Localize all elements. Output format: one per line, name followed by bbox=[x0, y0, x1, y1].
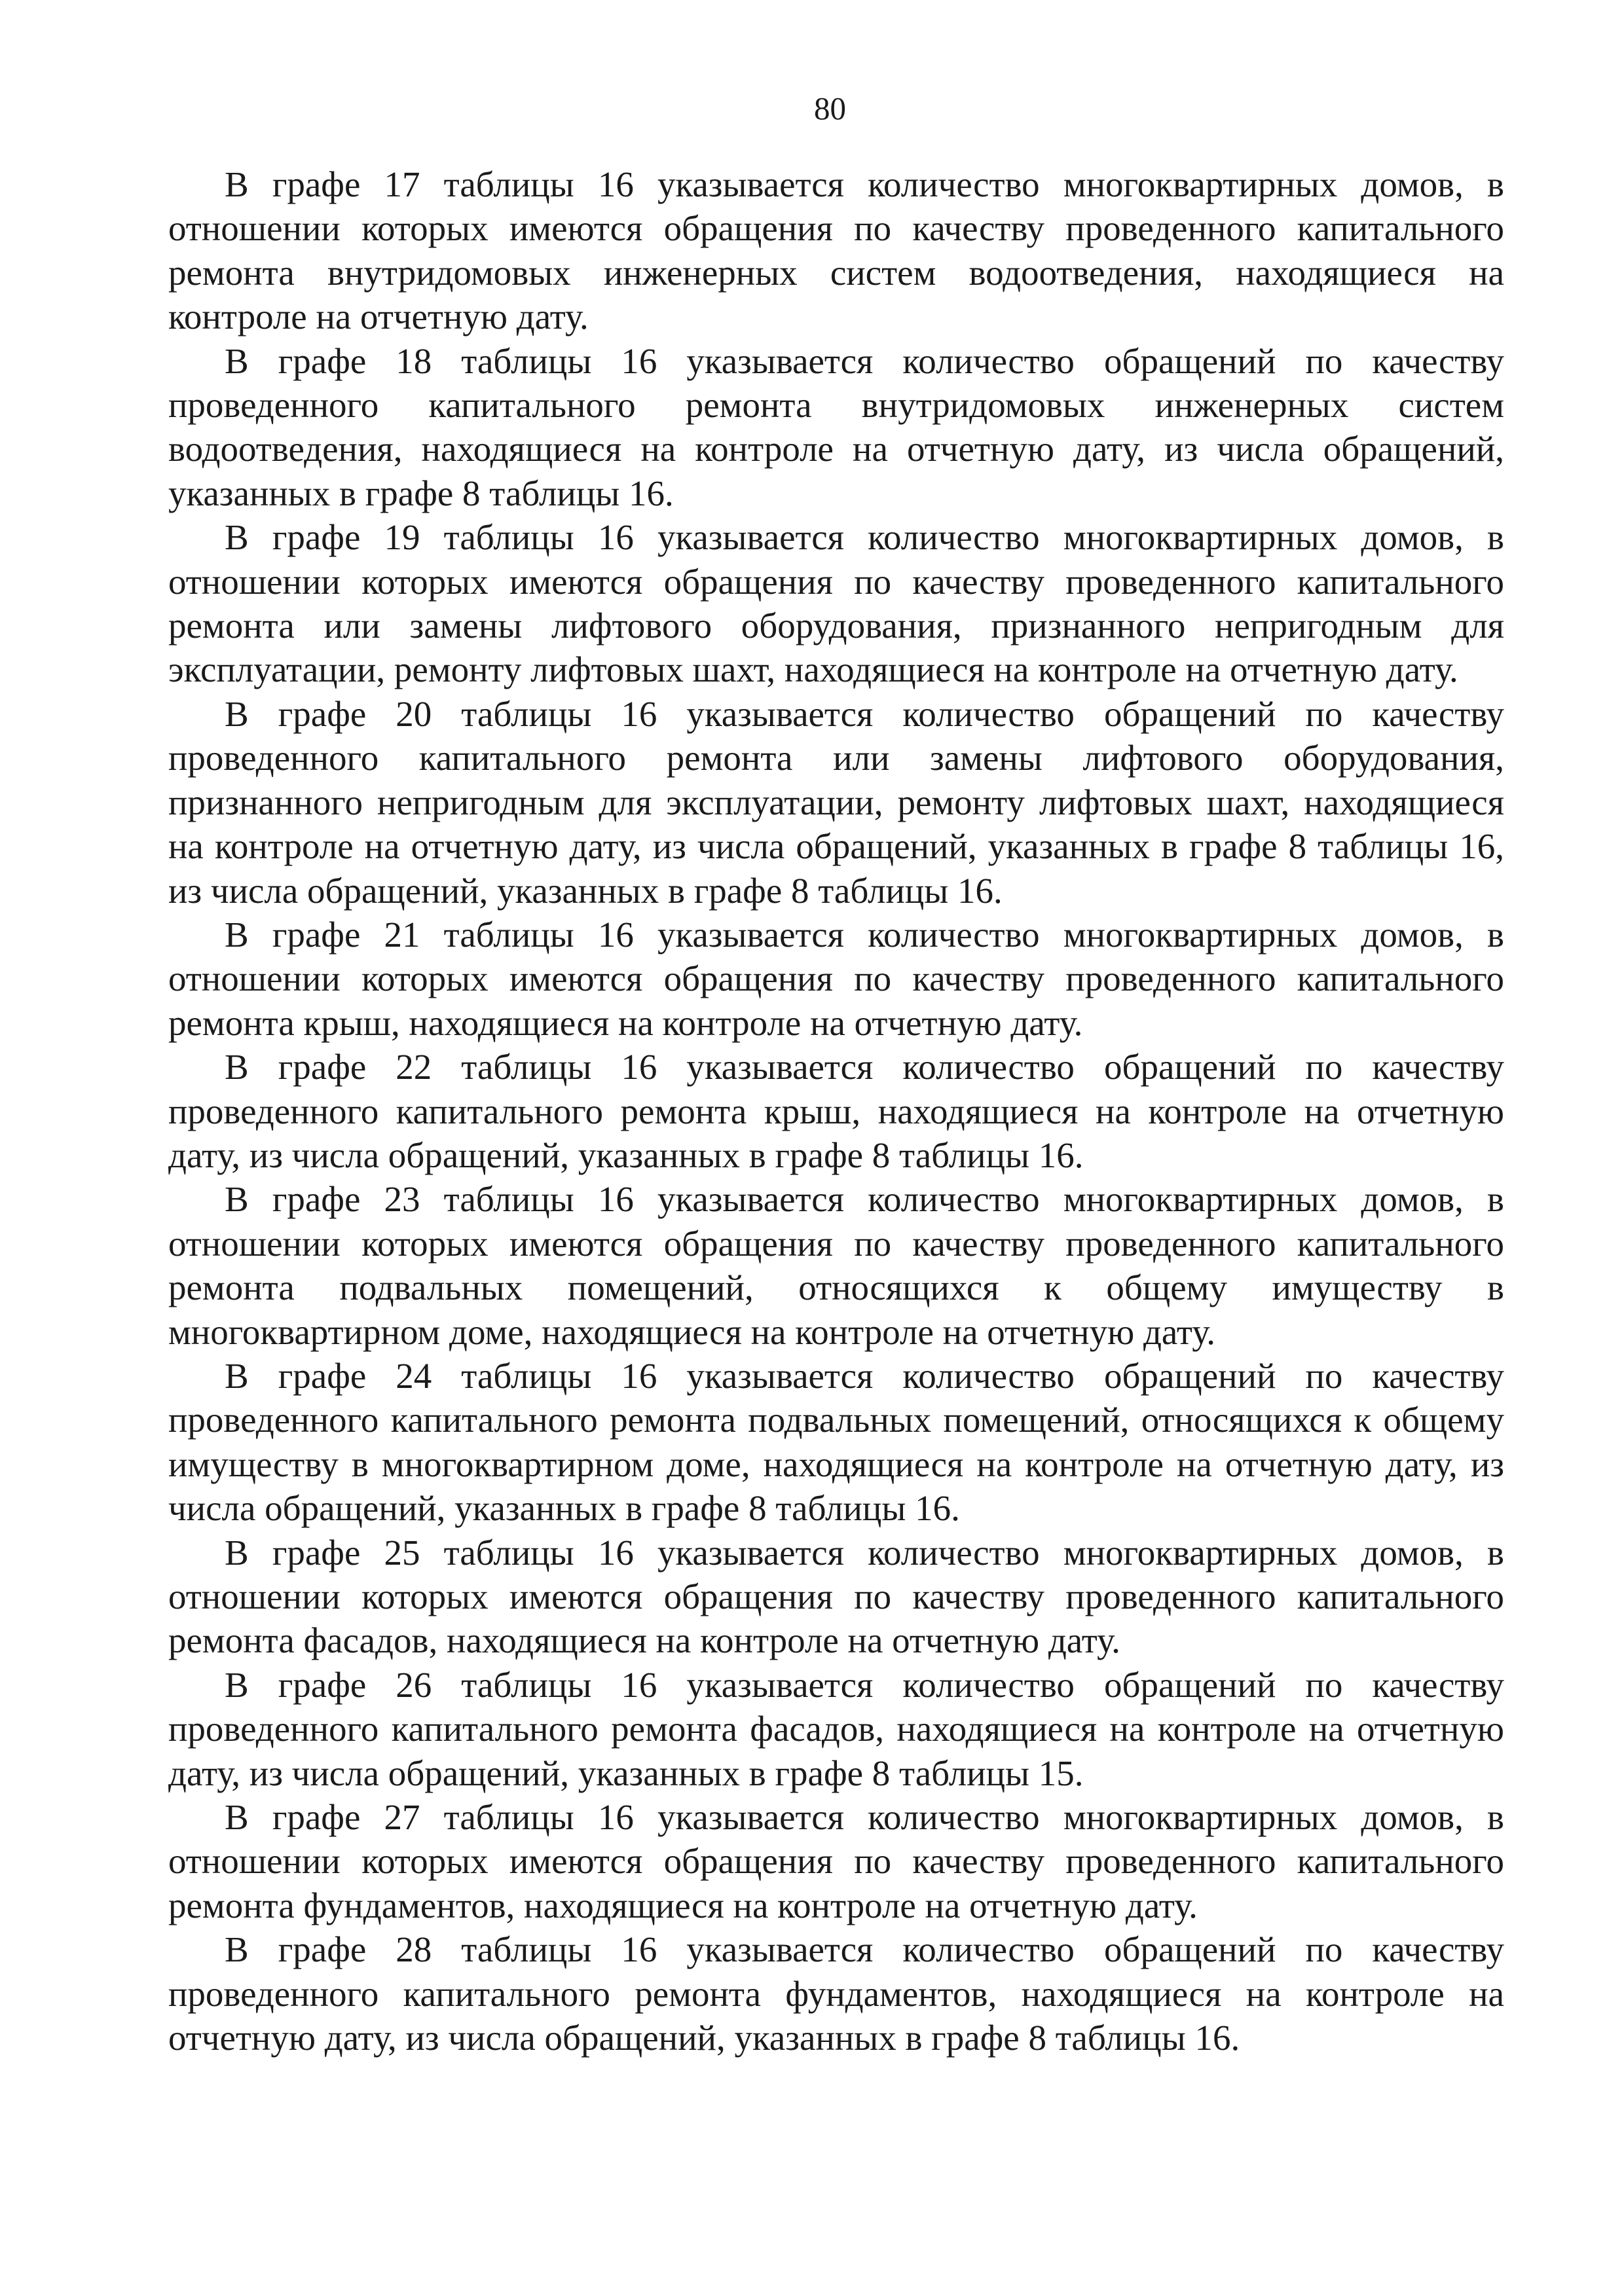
paragraph-column-19: В графе 19 таблицы 16 указывается количество многоквартирных домов, в отношении которых имеются обращения по качеству проведенного капитального ремонта или замены лифтового оборудования, признанного непригодным для эксплуатации, ремонту лифтовых шахт, находящиеся на контроле на отчетную дату. bbox=[168, 517, 1504, 690]
paragraph-column-27: В графе 27 таблицы 16 указывается количество многоквартирных домов, в отношении которых имеются обращения по качеству проведенного капитального ремонта фундаментов, находящиеся на контроле на отчетную дату. bbox=[168, 1797, 1504, 1925]
paragraph-column-28: В графе 28 таблицы 16 указывается количество обращений по качеству проведенного капитального ремонта фундаментов, находящиеся на контроле на отчетную дату, из числа обращений, указанных в графе 8 таблицы 16. bbox=[168, 1929, 1504, 2058]
page-number: 80 bbox=[814, 90, 846, 126]
paragraph-column-20: В графе 20 таблицы 16 указывается количество обращений по качеству проведенного капитального ремонта или замены лифтового оборудования, признанного непригодным для эксплуатации, ремонту лифтовых шахт, находящиеся на контроле на отчетную дату, из числа обращений, указанных в графе 8 таблицы 16, из числа обращений, указанных в графе 8 таблицы 16. bbox=[168, 693, 1504, 911]
paragraph-column-25: В графе 25 таблицы 16 указывается количество многоквартирных домов, в отношении которых имеются обращения по качеству проведенного капитального ремонта фасадов, находящиеся на контроле на отчетную дату. bbox=[168, 1532, 1504, 1661]
paragraph-column-17: В графе 17 таблицы 16 указывается количество многоквартирных домов, в отношении которых имеются обращения по качеству проведенного капитального ремонта внутридомовых инженерных систем водоотведения, находящиеся на контроле на отчетную дату. bbox=[168, 164, 1504, 337]
paragraph-column-18: В графе 18 таблицы 16 указывается количество обращений по качеству проведенного капитального ремонта внутридомовых инженерных систем водоотведения, находящиеся на контроле на отчетную дату, из числа обращений, указанных в графе 8 таблицы 16. bbox=[168, 340, 1504, 513]
paragraph-column-21: В графе 21 таблицы 16 указывается количество многоквартирных домов, в отношении которых имеются обращения по качеству проведенного капитального ремонта крыш, находящиеся на контроле на отчетную дату. bbox=[168, 914, 1504, 1043]
paragraph-column-26: В графе 26 таблицы 16 указывается количество обращений по качеству проведенного капитального ремонта фасадов, находящиеся на контроле на отчетную дату, из числа обращений, указанных в графе 8 таблицы 15. bbox=[168, 1664, 1504, 1793]
paragraph-column-23: В графе 23 таблицы 16 указывается количество многоквартирных домов, в отношении которых имеются обращения по качеству проведенного капитального ремонта подвальных помещений, относящихся к общему имуществу в многоквартирном доме, находящиеся на контроле на отчетную дату. bbox=[168, 1179, 1504, 1352]
paragraph-column-22: В графе 22 таблицы 16 указывается количество обращений по качеству проведенного капитального ремонта крыш, находящиеся на контроле на отчетную дату, из числа обращений, указанных в графе 8 таблицы 16. bbox=[168, 1047, 1504, 1175]
paragraph-column-24: В графе 24 таблицы 16 указывается количество обращений по качеству проведенного капитального ремонта подвальных помещений, относящихся к общему имуществу в многоквартирном доме, находящиеся на контроле на отчетную дату, из числа обращений, указанных в графе 8 таблицы 16. bbox=[168, 1355, 1504, 1529]
document-body bbox=[168, 162, 1504, 2060]
